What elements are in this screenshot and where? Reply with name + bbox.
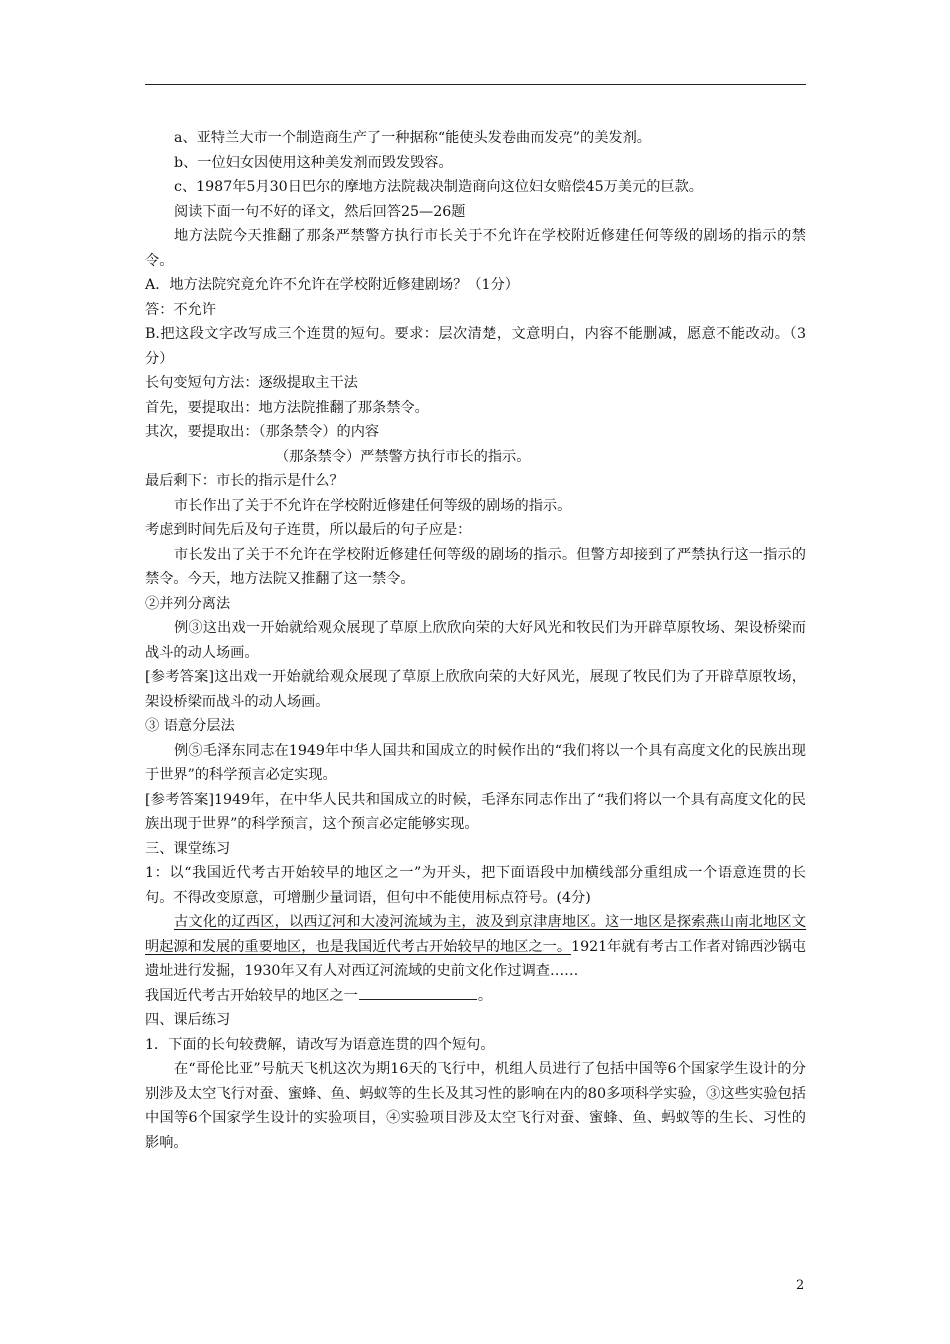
question-a: A．地方法院究竟允许不允许在学校附近修建剧场？（1分） bbox=[145, 277, 519, 293]
fill-in-line bbox=[145, 984, 806, 1009]
answer-blank[interactable] bbox=[359, 985, 477, 1000]
answer-3: [参考答案]这出戏一开始就给观众展现了草原上欣欣向荣的大好风光，展现了牧民们为了开辟草原牧场，架设桥梁而战斗的动人场画。 bbox=[145, 669, 806, 710]
step-second: 其次，要提取出：（那条禁令）的内容 bbox=[145, 424, 380, 440]
homework-question-1: 1．下面的长句较费解，请改写为语意连贯的四个短句。 bbox=[145, 1036, 495, 1053]
consider-line: 考虑到时间先后及句子连贯，所以最后的句子应是： bbox=[145, 522, 472, 538]
line-c: c、1987年5月30日巴尔的摩地方法院裁决制造商向这位妇女赔偿45万美元的巨款。 bbox=[174, 179, 703, 195]
read-prompt: 阅读下面一句不好的译文，然后回答25—26题 bbox=[174, 203, 466, 220]
example-3: 例③这出戏一开始就给观众展现了草原上欣欣向荣的大好风光和牧民们为开辟草原牧场、架设桥梁而战斗的动人场画。 bbox=[145, 620, 806, 661]
answer-a: 答：不允许 bbox=[145, 301, 216, 318]
practice-question-1: 1：以“我国近代考古开始较早的地区之一”为开头，把下面语段中加横线部分重组成一个语意连贯的长句。不得改变原意，可增删少量词语，但句中不能使用标点符号。(4分) bbox=[145, 865, 806, 906]
layer-method-title: ③ 语意分层法 bbox=[145, 718, 235, 734]
section-homework: 四、课后练习 bbox=[145, 1012, 231, 1028]
step-second-b: （那条禁令）严禁警方执行市长的指示。 bbox=[275, 448, 531, 465]
question-b: B.把这段文字改写成三个连贯的短句。要求：层次清楚，文意明白，内容不能删减，愿意不能改动。（3分） bbox=[145, 326, 806, 367]
parallel-method-title: ②并列分离法 bbox=[145, 595, 231, 612]
section-classroom-practice: 三、课堂练习 bbox=[145, 840, 231, 857]
fill-suffix: 。 bbox=[477, 987, 493, 1004]
page-number: 2 bbox=[796, 1278, 805, 1293]
final-sentence: 市长发出了关于不允许在学校附近修建任何等级的剧场的指示。但警方却接到了严禁执行这一指示的禁令。今天，地方法院又推翻了这一禁令。 bbox=[145, 546, 806, 587]
fill-prefix: 我国近代考古开始较早的地区之一 bbox=[145, 987, 358, 1004]
header-rule bbox=[145, 84, 806, 85]
line-a: a、亚特兰大市一个制造商生产了一种据称“能使头发卷曲而发亮”的美发剂。 bbox=[174, 130, 651, 146]
document-body bbox=[145, 126, 806, 1155]
step-last: 最后剩下：市长的指示是什么？ bbox=[145, 473, 344, 489]
method-title: 长句变短句方法：逐级提取主干法 bbox=[145, 375, 358, 391]
passage-rest: 1921年就有考古工作者对锦西沙锅屯遗址进行发掘，1930年又有人对西辽河流域的史前文化作过调查…… bbox=[145, 938, 806, 979]
practice-passage bbox=[145, 910, 806, 984]
mayor-instruction: 市长作出了关于不允许在学校附近修建任何等级的剧场的指示。 bbox=[174, 497, 572, 514]
example-5: 例⑤毛泽东同志在1949年中华人国共和国成立的时候作出的“我们将以一个具有高度文化的民族出现于世界”的科学预言必定实现。 bbox=[145, 742, 806, 783]
answer-5: [参考答案]1949年，在中华人民共和国成立的时候，毛泽东同志作出了“我们将以一个具有高度文化的民族出现于世界”的科学预言，这个预言必定能够实现。 bbox=[145, 791, 806, 832]
line-b: b、一位妇女因使用这种美发剂而毁发毁容。 bbox=[174, 154, 453, 171]
underlined-passage: 古文化的辽西区，以西辽河和大凌河流域为主，波及到京津唐地区。这一地区是探索燕山南北地区文明起源和发展的重要地区，也是我国近代考古开始较早的地区之一。 bbox=[145, 914, 806, 955]
bad-translation-sentence: 地方法院今天推翻了那条严禁警方执行市长关于不允许在学校附近修建任何等级的剧场的指示的禁令。 bbox=[145, 228, 806, 269]
step-first: 首先，要提取出：地方法院推翻了那条禁令。 bbox=[145, 399, 429, 416]
homework-text: 在“哥伦比亚”号航天飞机这次为期16天的飞行中，机组人员进行了包括中国等6个国家学生设计的分别涉及太空飞行对蚕、蜜蜂、鱼、蚂蚁等的生长及其习性的影响在内的80多项科学实验，③这些实验包括中国等6个国家学生设计的实验项目，④实验项目涉及太空飞行对蚕、蜜蜂、鱼、蚂蚁等的生长、习性的影响。 bbox=[145, 1061, 806, 1151]
